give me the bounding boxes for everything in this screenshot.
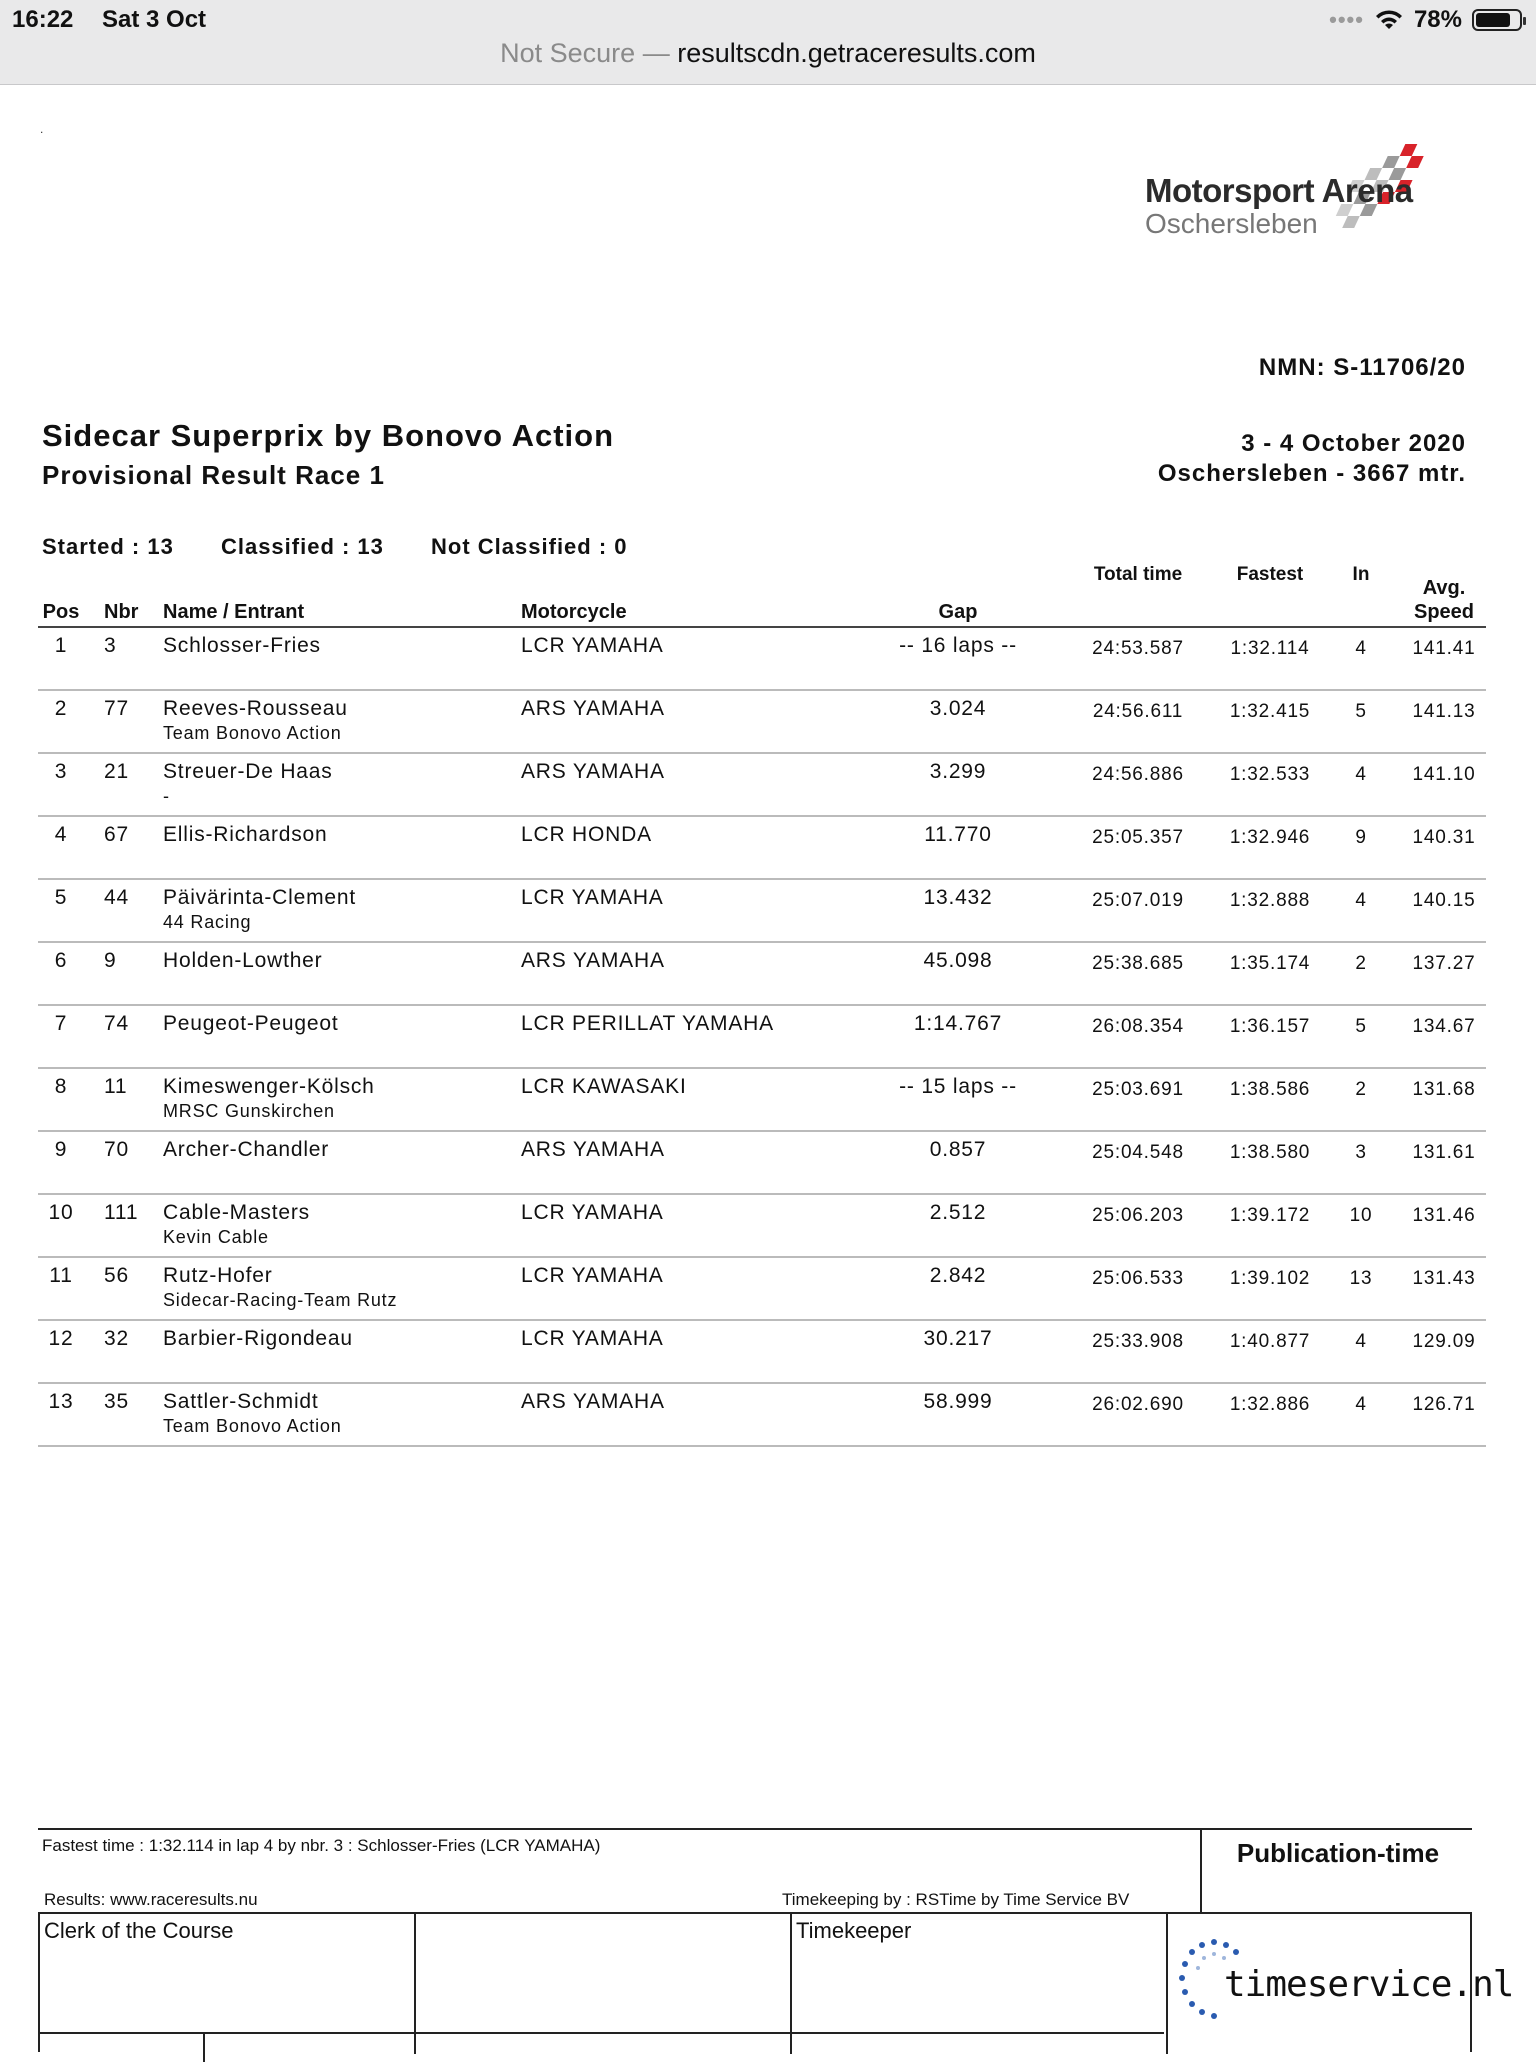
- row-gap: 58.999: [923, 1390, 993, 1413]
- row-speed: 134.67: [1412, 1016, 1476, 1037]
- not-classified-count: Not Classified : 0: [431, 534, 628, 559]
- row-in: 4: [1355, 638, 1367, 659]
- row-entrant: Sidecar-Racing-Team Rutz: [163, 1290, 398, 1310]
- row-motorcycle: LCR YAMAHA: [521, 886, 664, 909]
- row-nbr: 44: [104, 886, 129, 909]
- row-entrant: Team Bonovo Action: [163, 723, 342, 743]
- row-motorcycle: ARS YAMAHA: [521, 697, 665, 720]
- row-in: 4: [1355, 890, 1367, 911]
- row-pos: 5: [54, 886, 68, 909]
- table-row: [38, 1132, 1486, 1195]
- row-total-time: 25:06.533: [1092, 1268, 1184, 1289]
- event-title: Sidecar Superprix by Bonovo Action: [42, 418, 615, 453]
- row-motorcycle: LCR HONDA: [521, 823, 652, 846]
- result-document: [0, 84, 1536, 2048]
- row-entrant: -: [163, 786, 170, 806]
- row-name: Barbier-Rigondeau: [163, 1327, 353, 1350]
- row-fastest: 1:32.886: [1229, 1394, 1311, 1415]
- col-nbr: Nbr: [104, 601, 139, 623]
- timekeeper-label: Timekeeper: [796, 1918, 912, 1943]
- row-speed: 141.13: [1412, 701, 1476, 722]
- row-motorcycle: ARS YAMAHA: [521, 949, 665, 972]
- row-speed: 137.27: [1412, 953, 1476, 974]
- row-speed: 131.61: [1412, 1142, 1476, 1163]
- row-pos: 12: [48, 1327, 74, 1350]
- row-total-time: 26:02.690: [1092, 1394, 1184, 1415]
- row-nbr: 3: [104, 634, 117, 657]
- row-nbr: 56: [104, 1264, 129, 1287]
- col-name: Name / Entrant: [163, 601, 305, 623]
- row-in: 13: [1349, 1268, 1373, 1289]
- row-pos: 2: [54, 697, 68, 720]
- row-fastest: 1:32.533: [1229, 764, 1311, 785]
- row-entrant: Team Bonovo Action: [163, 1416, 342, 1436]
- publication-time-label: Publication-time: [1236, 1838, 1440, 1868]
- row-motorcycle: ARS YAMAHA: [521, 1138, 665, 1161]
- row-entrant: MRSC Gunskirchen: [163, 1101, 335, 1121]
- timekeeping-by: Timekeeping by : RSTime by Time Service BV: [782, 1890, 1130, 1909]
- row-nbr: 21: [104, 760, 129, 783]
- row-in: 9: [1355, 827, 1367, 848]
- col-fastest: Fastest: [1236, 564, 1304, 585]
- row-pos: 10: [48, 1201, 74, 1224]
- row-fastest: 1:32.114: [1230, 638, 1310, 659]
- row-nbr: 35: [104, 1390, 129, 1413]
- clerk-label: Clerk of the Course: [44, 1918, 234, 1943]
- row-speed: 140.15: [1412, 890, 1476, 911]
- nmn-number: NMN: S-11706/20: [1258, 354, 1466, 381]
- row-speed: 141.41: [1412, 638, 1476, 659]
- row-gap: 13.432: [923, 886, 993, 909]
- row-gap: 3.299: [929, 760, 987, 783]
- table-row: [38, 1384, 1486, 1447]
- row-name: Cable-Masters: [163, 1201, 310, 1224]
- row-fastest: 1:39.102: [1229, 1268, 1311, 1289]
- row-gap: 3.024: [929, 697, 987, 720]
- row-in: 2: [1355, 953, 1367, 974]
- row-total-time: 25:04.548: [1092, 1142, 1184, 1163]
- row-name: Holden-Lowther: [163, 949, 323, 972]
- table-row: [38, 1195, 1486, 1258]
- table-row: [38, 628, 1486, 691]
- row-in: 4: [1355, 764, 1367, 785]
- row-fastest: 1:35.174: [1229, 953, 1311, 974]
- row-speed: 126.71: [1412, 1394, 1476, 1415]
- stray-dot: .: [40, 122, 44, 136]
- row-gap: 1:14.767: [913, 1012, 1003, 1035]
- row-gap: -- 16 laps --: [899, 634, 1017, 657]
- row-in: 5: [1355, 701, 1367, 722]
- not-secure-label: Not Secure —: [500, 38, 670, 68]
- table-row: [38, 943, 1486, 1006]
- row-entrant: Kevin Cable: [163, 1227, 269, 1247]
- row-name: Streuer-De Haas: [163, 760, 333, 783]
- row-nbr: 111: [104, 1201, 139, 1224]
- row-fastest: 1:38.586: [1229, 1079, 1311, 1100]
- col-in: In: [1352, 564, 1370, 585]
- event-date: 3 - 4 October 2020: [1241, 430, 1466, 457]
- row-speed: 140.31: [1412, 827, 1476, 848]
- row-speed: 131.68: [1412, 1079, 1476, 1100]
- signal-dots-icon: ••••: [1329, 7, 1364, 32]
- row-pos: 7: [54, 1012, 68, 1035]
- row-fastest: 1:32.888: [1229, 890, 1311, 911]
- row-name: Archer-Chandler: [163, 1138, 330, 1161]
- row-speed: 129.09: [1412, 1331, 1476, 1352]
- table-row: [38, 1069, 1486, 1132]
- row-gap: 0.857: [929, 1138, 987, 1161]
- row-nbr: 74: [104, 1012, 129, 1035]
- row-total-time: 25:06.203: [1092, 1205, 1184, 1226]
- table-row: [38, 1321, 1486, 1384]
- result-subtitle: Provisional Result Race 1: [42, 460, 385, 490]
- row-name: Ellis-Richardson: [163, 823, 328, 846]
- row-pos: 1: [54, 634, 68, 657]
- row-name: Päivärinta-Clement: [163, 886, 356, 909]
- row-nbr: 32: [104, 1327, 129, 1350]
- table-row: [38, 817, 1486, 880]
- fastest-time-note: Fastest time : 1:32.114 in lap 4 by nbr. 3 : Schlosser-Fries (LCR YAMAHA): [42, 1836, 601, 1855]
- row-in: 5: [1355, 1016, 1367, 1037]
- classified-count: Classified : 13: [220, 534, 384, 559]
- row-gap: 2.842: [929, 1264, 987, 1287]
- row-motorcycle: LCR PERILLAT YAMAHA: [521, 1012, 774, 1035]
- row-total-time: 25:03.691: [1092, 1079, 1184, 1100]
- table-row: [38, 1006, 1486, 1069]
- status-indicators: [1329, 6, 1522, 34]
- row-in: 3: [1355, 1142, 1367, 1163]
- row-pos: 4: [54, 823, 68, 846]
- row-motorcycle: LCR YAMAHA: [521, 1327, 664, 1350]
- col-speed-line2: Speed: [1413, 601, 1475, 623]
- table-row: [38, 880, 1486, 943]
- row-fastest: 1:39.172: [1229, 1205, 1311, 1226]
- row-in: 4: [1355, 1331, 1367, 1352]
- row-gap: -- 15 laps --: [899, 1075, 1017, 1098]
- row-gap: 30.217: [923, 1327, 993, 1350]
- row-fastest: 1:32.946: [1229, 827, 1311, 848]
- row-name: Peugeot-Peugeot: [163, 1012, 339, 1035]
- row-motorcycle: LCR YAMAHA: [521, 1201, 664, 1224]
- row-motorcycle: ARS YAMAHA: [521, 1390, 665, 1413]
- row-speed: 141.10: [1412, 764, 1476, 785]
- row-nbr: 70: [104, 1138, 129, 1161]
- logo-line2: Oschersleben: [1145, 208, 1318, 239]
- status-bar: [0, 0, 1536, 85]
- table-row: [38, 1258, 1486, 1321]
- row-in: 10: [1349, 1205, 1373, 1226]
- timeservice-text: timeservice.nl: [1224, 1964, 1514, 2005]
- logo-line1: Motorsport Arena: [1145, 172, 1413, 209]
- row-nbr: 67: [104, 823, 129, 846]
- row-motorcycle: LCR KAWASAKI: [521, 1075, 687, 1098]
- status-date: Sat 3 Oct: [102, 6, 207, 33]
- row-pos: 11: [49, 1264, 73, 1287]
- row-total-time: 24:56.886: [1092, 764, 1184, 785]
- row-total-time: 24:53.587: [1092, 638, 1184, 659]
- row-speed: 131.46: [1412, 1205, 1476, 1226]
- row-total-time: 25:05.357: [1092, 827, 1184, 848]
- motorsport-arena-logo: [1140, 134, 1450, 264]
- row-gap: 11.770: [924, 823, 992, 846]
- row-total-time: 25:38.685: [1092, 953, 1184, 974]
- row-speed: 131.43: [1412, 1268, 1476, 1289]
- row-total-time: 26:08.354: [1092, 1016, 1184, 1037]
- row-name: Rutz-Hofer: [163, 1264, 273, 1287]
- col-gap: Gap: [938, 601, 978, 623]
- timeservice-logo: [1174, 1934, 1514, 2034]
- row-fastest: 1:32.415: [1229, 701, 1311, 722]
- col-motorcycle: Motorcycle: [521, 601, 627, 623]
- row-total-time: 24:56.611: [1092, 701, 1184, 722]
- col-speed-line1: Avg.: [1422, 577, 1466, 599]
- table-header: [38, 554, 1486, 628]
- row-fastest: 1:40.877: [1229, 1331, 1311, 1352]
- row-entrant: 44 Racing: [163, 912, 252, 932]
- started-count: Started : 13: [42, 534, 174, 559]
- battery-icon: [1472, 9, 1522, 31]
- row-motorcycle: LCR YAMAHA: [521, 1264, 664, 1287]
- row-total-time: 25:33.908: [1092, 1331, 1184, 1352]
- table-row: [38, 754, 1486, 817]
- row-in: 4: [1355, 1394, 1367, 1415]
- row-fastest: 1:36.157: [1229, 1016, 1311, 1037]
- row-fastest: 1:38.580: [1229, 1142, 1311, 1163]
- row-gap: 2.512: [929, 1201, 987, 1224]
- event-venue: Oschersleben - 3667 mtr.: [1157, 460, 1466, 487]
- row-name: Reeves-Rousseau: [163, 697, 348, 720]
- table-body: [38, 628, 1486, 1447]
- row-pos: 13: [48, 1390, 74, 1413]
- publication-time-box: [1200, 1828, 1474, 1912]
- url-host: resultscdn.getraceresults.com: [677, 38, 1036, 68]
- col-avg-speed: [1404, 576, 1484, 624]
- table-row: [38, 691, 1486, 754]
- results-table: [38, 554, 1486, 1447]
- row-name: Sattler-Schmidt: [163, 1390, 319, 1413]
- row-motorcycle: LCR YAMAHA: [521, 634, 664, 657]
- col-pos: Pos: [42, 601, 80, 623]
- row-pos: 8: [54, 1075, 68, 1098]
- row-nbr: 9: [104, 949, 117, 972]
- row-in: 2: [1355, 1079, 1367, 1100]
- row-pos: 3: [54, 760, 68, 783]
- row-pos: 6: [54, 949, 68, 972]
- status-time: 16:22: [12, 6, 74, 33]
- row-nbr: 77: [104, 697, 129, 720]
- results-source: Results: www.raceresults.nu: [44, 1890, 258, 1909]
- row-name: Schlosser-Fries: [163, 634, 321, 657]
- col-total-time: Total time: [1093, 564, 1183, 585]
- battery-percent: 78%: [1413, 6, 1462, 33]
- row-total-time: 25:07.019: [1092, 890, 1184, 911]
- address-bar[interactable]: [0, 38, 1536, 69]
- row-pos: 9: [54, 1138, 68, 1161]
- row-motorcycle: ARS YAMAHA: [521, 760, 665, 783]
- wifi-icon: [1374, 9, 1404, 31]
- row-nbr: 11: [104, 1075, 128, 1098]
- row-name: Kimeswenger-Kölsch: [163, 1075, 375, 1098]
- row-gap: 45.098: [923, 949, 993, 972]
